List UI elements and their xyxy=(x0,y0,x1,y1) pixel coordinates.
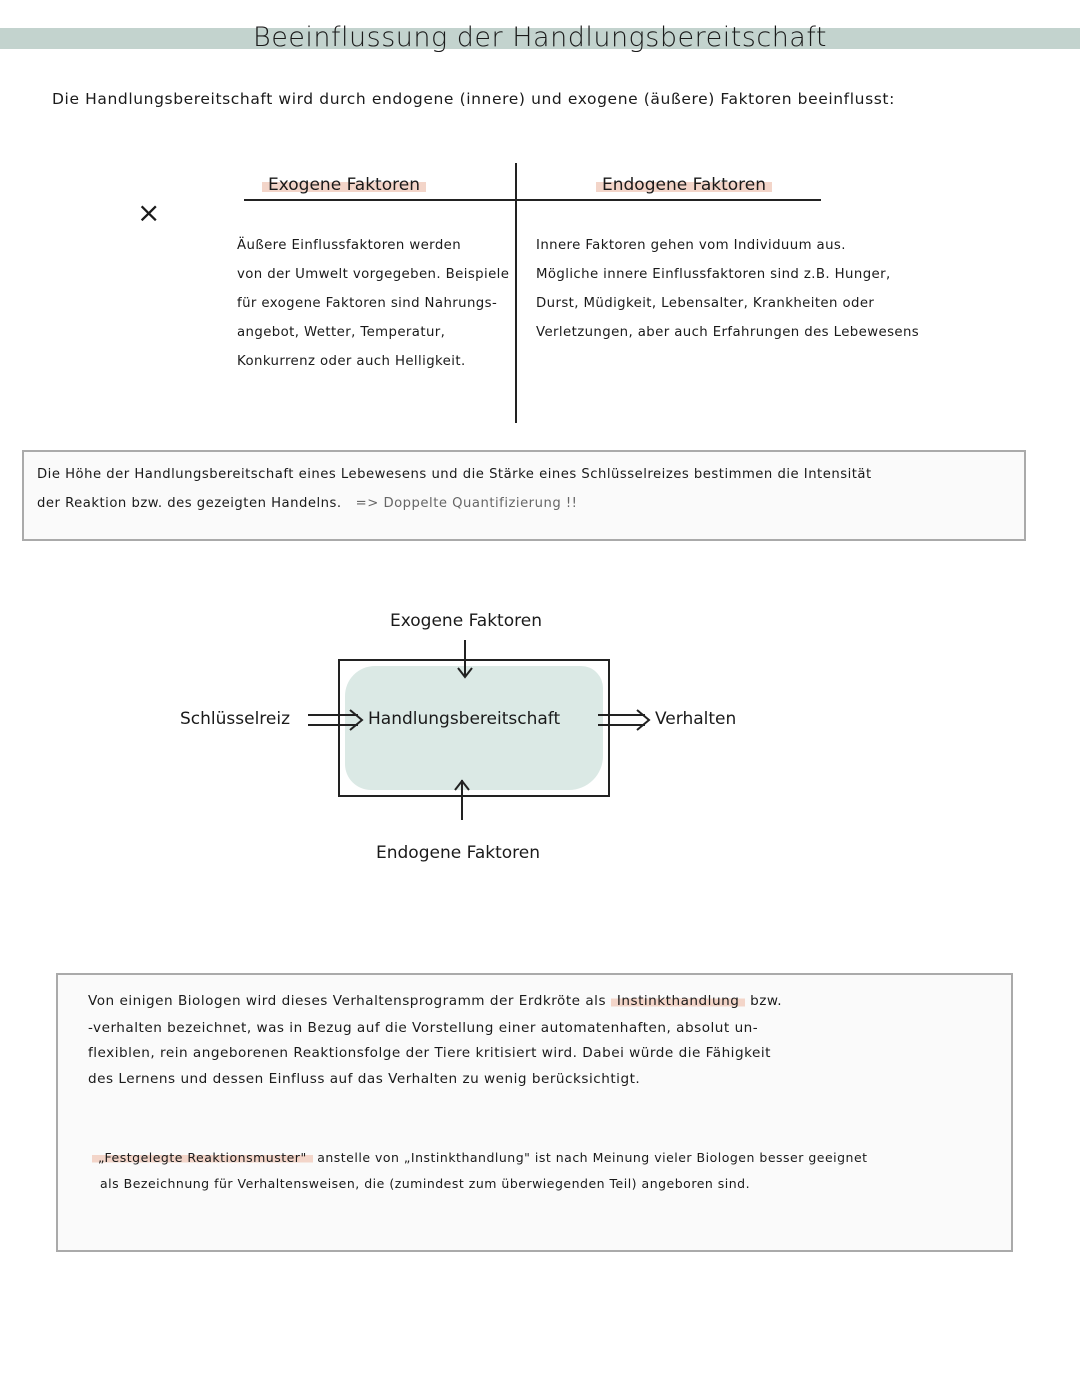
info-box xyxy=(56,973,1013,1252)
diagram-center-label: Handlungsbereitschaft xyxy=(368,709,561,729)
double-arrow-left-icon xyxy=(308,710,362,730)
exogenous-text: Äußere Einflussfaktoren werden von der Umwelt vorgegeben. Beispiele für exogene Faktoren sind Nahrungs- angebot, Wetter, Temperatur, Konkurrenz oder auch Helligkeit. xyxy=(237,238,510,369)
info-line-1: Von einigen Biologen wird dieses Verhaltensprogramm der Erdkröte als Instinkthandlung bzw. xyxy=(88,993,783,1009)
note-emphasis: => Doppelte Quantifizierung !! xyxy=(355,496,578,511)
info-line-5: „Festgelegte Reaktionsmuster" anstelle von „Instinkthandlung" ist nach Meinung vieler Biologen besser geeignet xyxy=(92,1150,868,1165)
exogenous-header: Exogene Faktoren xyxy=(262,175,426,195)
diagram-top-label: Exogene Faktoren xyxy=(390,611,542,631)
info-line-2: -verhalten bezeichnet, was in Bezug auf die Vorstellung einer automatenhaften, absolut un- xyxy=(88,1020,759,1036)
note-line-2: der Reaktion bzw. des gezeigten Handelns. => Doppelte Quantifizierung !! xyxy=(37,496,578,511)
intro-text: Die Handlungsbereitschaft wird durch endogene (innere) und exogene (äußere) Faktoren beeinflusst: xyxy=(52,90,895,108)
arrow-down-icon xyxy=(458,640,472,677)
double-arrow-right-icon xyxy=(598,710,649,730)
info-line-4: des Lernens und dessen Einfluss auf das Verhalten zu wenig berücksichtigt. xyxy=(88,1071,641,1087)
cross-mark: × xyxy=(137,196,161,229)
info-line-6: als Bezeichnung für Verhaltensweisen, die (zumindest zum überwiegenden Teil) angeboren sind. xyxy=(100,1176,751,1191)
info-line-3: flexiblen, rein angeborenen Reaktionsfolge der Tiere kritisiert wird. Dabei würde die Fähigkeit xyxy=(88,1045,771,1061)
diagram-bottom-label: Endogene Faktoren xyxy=(376,843,540,863)
page-title: Beeinflussung der Handlungsbereitschaft xyxy=(253,22,827,53)
endogenous-header: Endogene Faktoren xyxy=(596,175,772,195)
endogenous-text: Innere Faktoren gehen vom Individuum aus. Mögliche innere Einflussfaktoren sind z.B. Hunger, Durst, Müdigkeit, Lebensalter, Krankheiten oder Verletzungen, aber auch Erfahrungen des Lebewesens xyxy=(536,238,920,340)
diagram-right-label: Verhalten xyxy=(655,709,737,729)
arrow-up-icon xyxy=(455,780,469,820)
diagram-left-label: Schlüsselreiz xyxy=(180,709,291,729)
note-line-1: Die Höhe der Handlungsbereitschaft eines Lebewesens und die Stärke eines Schlüsselreizes bestimmen die Intensität xyxy=(37,467,872,482)
